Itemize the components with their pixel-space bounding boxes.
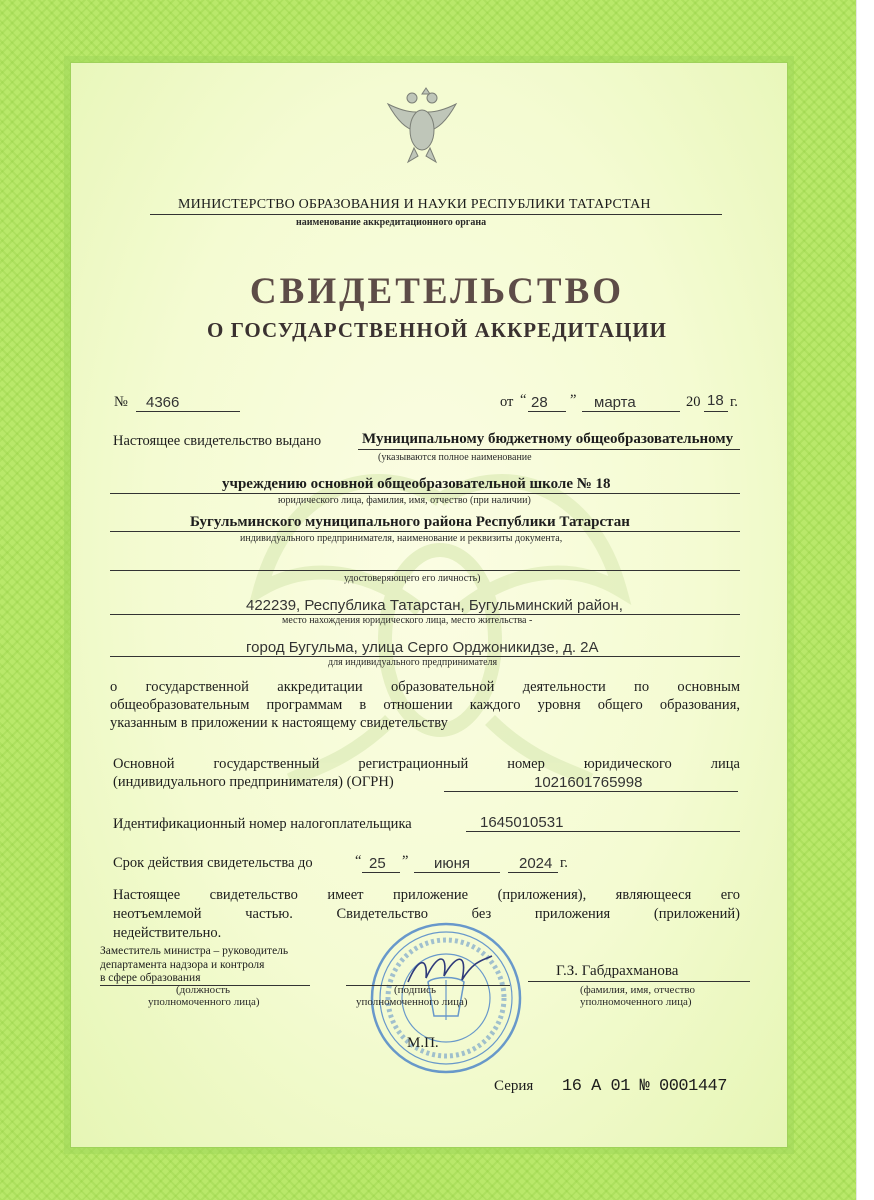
series-number: 16 А 01 № 0001447	[562, 1077, 727, 1096]
issued-caption-2: юридического лица, фамилия, имя, отчество (при наличии)	[278, 495, 531, 506]
issued-line-2: учреждению основной общеобразовательной школе № 18	[222, 476, 611, 492]
position-caption-1: (должность	[176, 984, 231, 996]
address-line-1: 422239, Республика Татарстан, Бугульминский район,	[246, 597, 623, 614]
position-line-1: Заместитель министра – руководитель	[100, 945, 289, 957]
coat-of-arms-emblem	[378, 82, 466, 166]
seal-place-label: М.П.	[407, 1035, 439, 1051]
validity-suffix: г.	[560, 855, 568, 871]
date-year: 18	[707, 392, 724, 409]
accreditation-line-2: общеобразовательным программам в отношении каждого уровня общего образования,	[110, 697, 740, 713]
series-label: Серия	[494, 1078, 534, 1094]
name-caption-1: (фамилия, имя, отчество	[580, 984, 696, 996]
inn-label: Идентификационный номер налогоплательщика	[113, 816, 412, 832]
date-suffix: г.	[730, 394, 738, 410]
appendix-line-1: Настоящее свидетельство имеет приложение (приложения), являющееся его	[113, 887, 740, 903]
ministry-caption: наименование аккредитационного органа	[296, 217, 487, 228]
document-subtitle: О ГОСУДАРСТВЕННОЙ АККРЕДИТАЦИИ	[206, 318, 668, 342]
inn-value: 1645010531	[480, 814, 564, 831]
date-prefix: от	[500, 394, 514, 410]
issued-line-1: Муниципальному бюджетному общеобразовательному	[362, 431, 734, 447]
date-open-quote: “	[520, 392, 527, 408]
validity-close-quote: ”	[402, 853, 409, 869]
date-close-quote: ”	[570, 392, 577, 408]
ogrn-value: 1021601765998	[534, 774, 643, 791]
validity-open-quote: “	[355, 853, 362, 869]
ogrn-label: (индивидуального предпринимателя) (ОГРН)	[113, 774, 394, 790]
address-caption-1: место нахождения юридического лица, место жительства -	[282, 615, 533, 626]
address-line-2: город Бугульма, улица Серго Орджоникидзе, д. 2А	[246, 639, 599, 656]
address-caption-2: для индивидуального предпринимателя	[328, 657, 498, 668]
issued-caption-4: удостоверяющего его личность)	[344, 573, 481, 584]
issued-line-3: Бугульминского муниципального района Республики Татарстан	[190, 514, 630, 530]
name-caption-2: уполномоченного лица)	[580, 996, 692, 1008]
number-label: №	[114, 394, 128, 410]
signatory-name: Г.З. Габдрахманова	[556, 963, 679, 979]
position-line-2: департамента надзора и контроля	[100, 958, 265, 971]
appendix-line-3: недействительно.	[113, 925, 222, 941]
validity-year: 2024	[519, 855, 553, 872]
appendix-line-2: неотъемлемой частью. Свидетельство без приложения (приложений)	[113, 906, 740, 922]
signatory-position	[100, 945, 288, 986]
validity-label: Срок действия свидетельства до	[113, 855, 313, 871]
sign-caption-2: уполномоченного лица)	[356, 996, 468, 1008]
sign-caption-1: (подпись	[394, 984, 437, 996]
ogrn-line-1: Основной государственный регистрационный номер юридического лица	[113, 756, 740, 772]
validity-month: июня	[434, 855, 471, 872]
position-caption-2: уполномоченного лица)	[148, 996, 260, 1008]
scan-margin	[856, 0, 874, 1200]
position-line-3: в сфере образования	[100, 972, 201, 984]
issued-label: Настоящее свидетельство выдано	[113, 433, 322, 449]
document-title: СВИДЕТЕЛЬСТВО	[249, 271, 625, 312]
ministry-name: МИНИСТЕРСТВО ОБРАЗОВАНИЯ И НАУКИ РЕСПУБЛИКИ ТАТАРСТАН	[178, 197, 651, 212]
issued-caption-1: (указываются полное наименование	[378, 452, 532, 463]
certificate-number: 4366	[146, 394, 180, 411]
issued-caption-3: индивидуального предпринимателя, наименование и реквизиты документа,	[240, 533, 563, 544]
validity-day: 25	[369, 855, 386, 872]
date-year-prefix: 20	[686, 394, 701, 410]
date-month: марта	[594, 394, 636, 411]
accreditation-line-1: о государственной аккредитации образовательной деятельности по основным	[110, 679, 740, 695]
date-day: 28	[531, 394, 548, 411]
accreditation-line-3: указанным в приложении к настоящему свидетельству	[110, 715, 448, 731]
